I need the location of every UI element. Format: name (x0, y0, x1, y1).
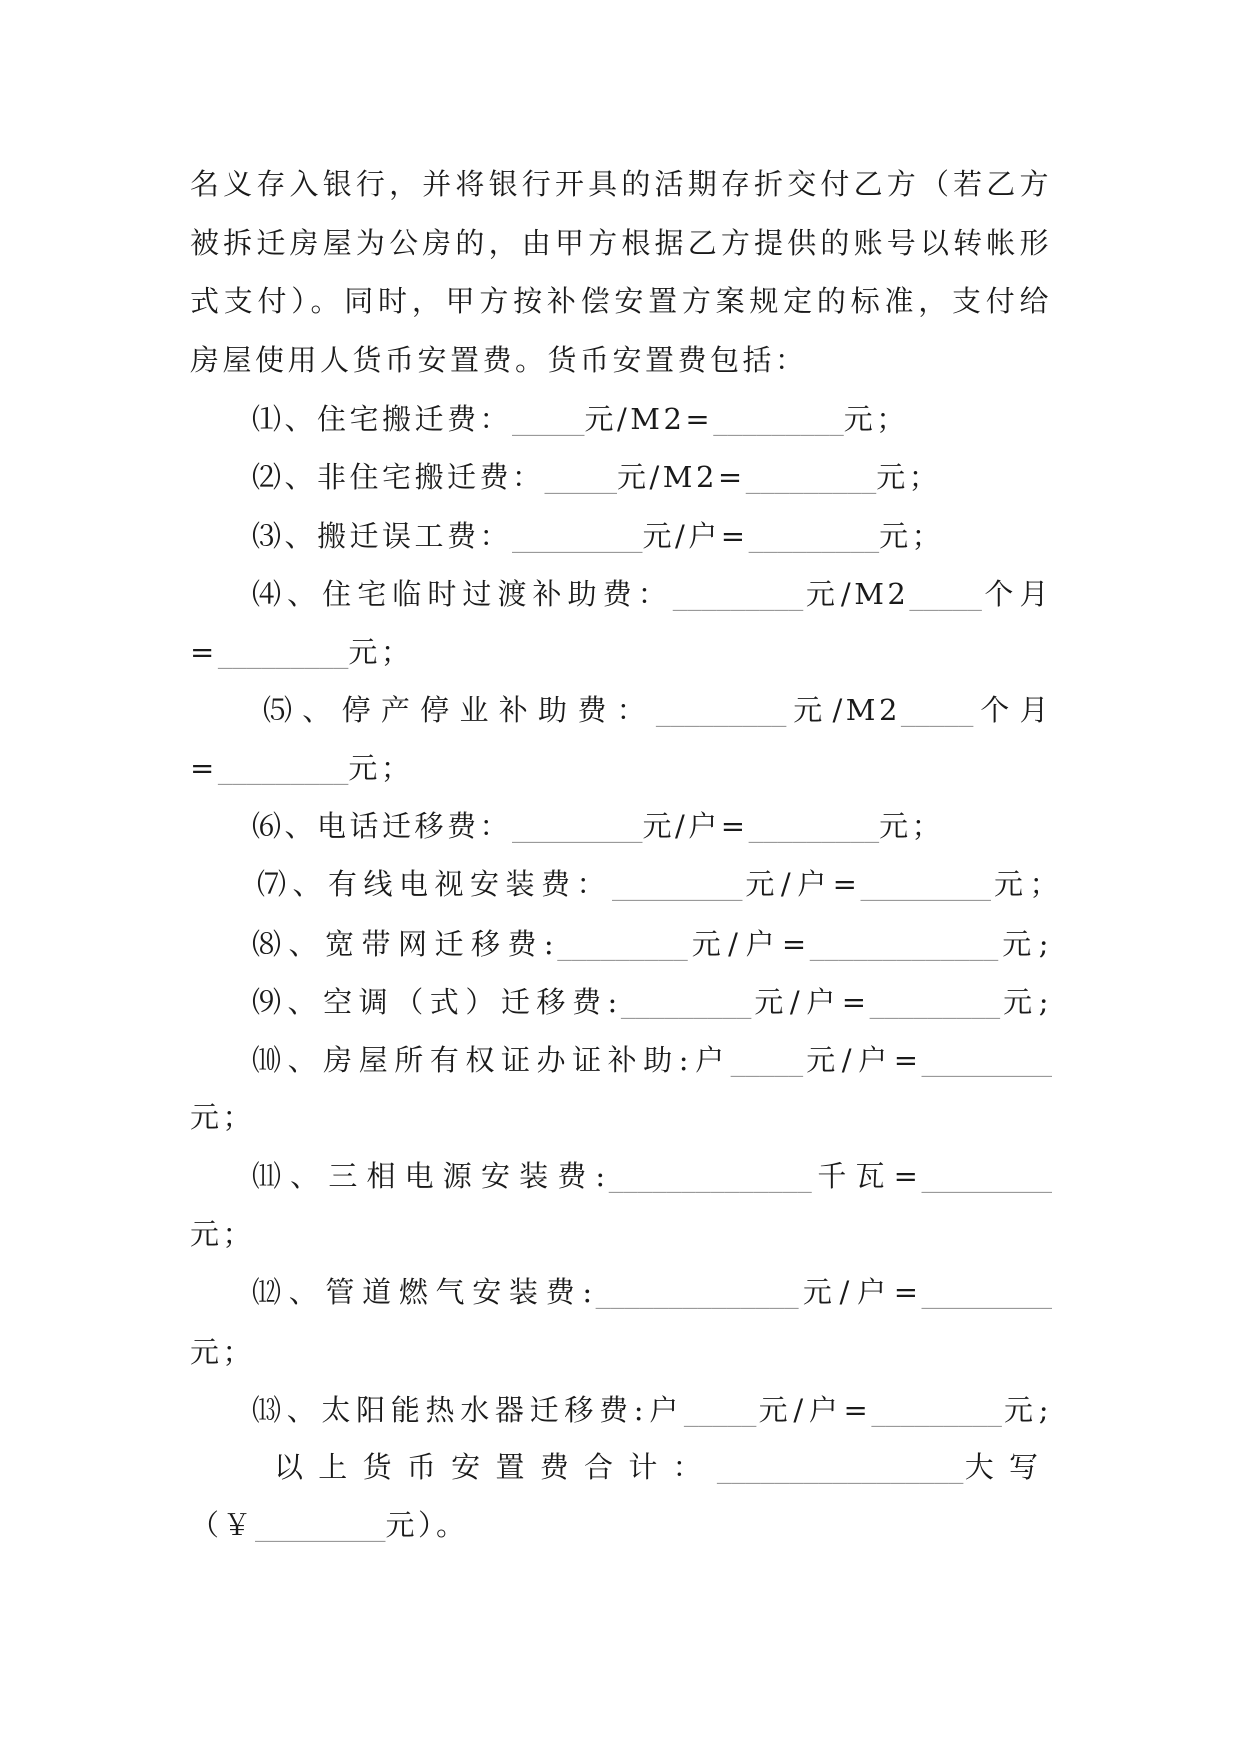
fill-in-blank: _________ (655, 693, 787, 727)
fill-in-blank: ______________ (608, 1159, 812, 1193)
fee-item-10-unit: 元； (190, 1100, 256, 1134)
fee-item-5: ⑸、停产停业补助费：_________元/M2_____个月 (263, 693, 1052, 727)
fill-in-blank: _____ (900, 693, 974, 727)
fill-in-blank: _____________ (809, 927, 999, 961)
fill-in-blank: _________________ (716, 1450, 964, 1484)
fill-in-blank: _________ (255, 1508, 386, 1542)
fill-in-blank: _________ (611, 867, 743, 901)
fill-in-blank: _________ (557, 927, 688, 961)
fill-in-blank: _________ (512, 809, 643, 843)
paragraph-line: 式支付）。同时，甲方按补偿安置方案规定的标准，支付给 (190, 284, 1052, 318)
fill-in-blank: _____ (544, 460, 618, 494)
fee-item-12-unit: 元； (190, 1335, 256, 1369)
fee-item-1: ⑴、住宅搬迁费：_____元/M2=_________元； (252, 402, 909, 436)
fee-item-2: ⑵、非住宅搬迁费：_____元/M2=_________元； (252, 460, 942, 494)
paragraph-line: 房屋使用人货币安置费。货币安置费包括： (190, 343, 808, 377)
fill-in-blank: _________ (745, 460, 877, 494)
fill-in-blank: _________ (921, 1159, 1052, 1193)
fee-item-7: ⑺、有线电视安装费：_________元/户=_________元； (257, 867, 1062, 901)
fill-in-blank: _________ (713, 402, 844, 436)
fee-item-5-total: =_________元； (190, 751, 414, 785)
fill-in-blank: _____ (512, 402, 585, 436)
fee-item-3: ⑶、搬迁误工费：_________元/户=_________元； (252, 519, 945, 553)
total-amount-line: （￥_________元）。 (190, 1508, 469, 1542)
fill-in-blank: _____ (909, 577, 982, 611)
fee-item-8: ⑻、宽带网迁移费:_________元/户=_____________元; (252, 927, 1052, 961)
paragraph-line: 名义存入银行，并将银行开具的活期存折交付乙方（若乙方 (190, 167, 1052, 201)
fill-in-blank: _________ (860, 867, 991, 901)
fee-item-4: ⑷、住宅临时过渡补助费：_________元/M2_____个月 (252, 577, 1052, 611)
fee-item-11-unit: 元； (190, 1217, 256, 1251)
fill-in-blank: ______________ (595, 1275, 799, 1309)
fill-in-blank: _________ (620, 985, 752, 1019)
fee-item-9: ⑼、空调（式）迁移费:_________元/户=_________元; (252, 985, 1052, 1019)
fill-in-blank: _____ (683, 1393, 757, 1427)
fill-in-blank: _________ (921, 1275, 1052, 1309)
fee-item-11: ⑾、三相电源安装费:______________千瓦=_________ (252, 1159, 1052, 1193)
fill-in-blank: _________ (869, 985, 1001, 1019)
total-line: 以上货币安置费合计：_________________大写 (274, 1450, 1052, 1484)
fee-item-10: ⑽、房屋所有权证办证补助:户_____元/户=_________ (252, 1043, 1052, 1077)
fee-item-6: ⑹、电话迁移费：_________元/户=_________元； (252, 809, 945, 843)
fill-in-blank: _________ (512, 519, 643, 553)
fill-in-blank: _________ (748, 519, 880, 553)
fill-in-blank: _________ (217, 751, 349, 785)
fee-item-12: ⑿、管道燃气安装费:______________元/户=_________ (252, 1275, 1052, 1309)
paragraph-line: 被拆迁房屋为公房的，由甲方根据乙方提供的账号以转帐形 (190, 226, 1052, 260)
fee-item-13: ⒀、太阳能热水器迁移费:户_____元/户=_________元; (252, 1393, 1052, 1427)
fee-item-4-total: =_________元； (190, 635, 414, 669)
fill-in-blank: _________ (217, 635, 349, 669)
fill-in-blank: _________ (672, 577, 804, 611)
fill-in-blank: _____ (730, 1043, 804, 1077)
fill-in-blank: _________ (748, 809, 880, 843)
fill-in-blank: _________ (871, 1393, 1002, 1427)
fill-in-blank: _________ (921, 1043, 1052, 1077)
